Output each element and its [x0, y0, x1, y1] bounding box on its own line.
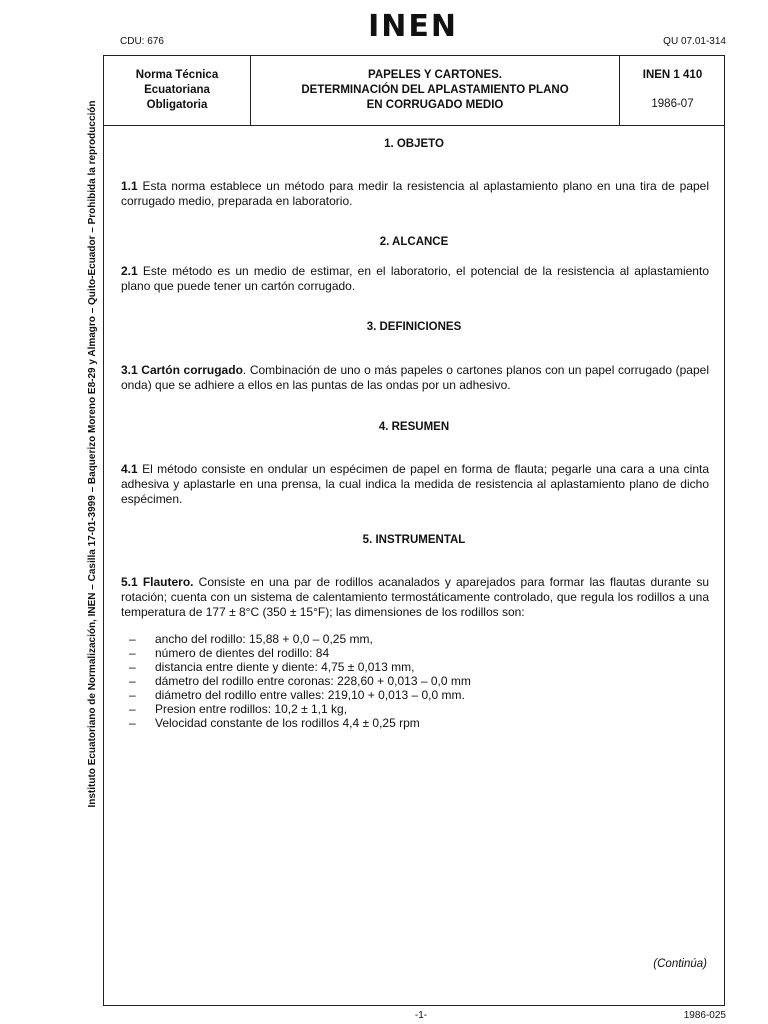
page-number: -1- [414, 1010, 428, 1021]
list-item [121, 632, 471, 646]
list-dash: – [129, 688, 136, 702]
section-heading-objeto: 1. OBJETO [384, 138, 444, 150]
roller-dimensions-list [121, 632, 471, 730]
norm-date: 1986-07 [651, 98, 694, 110]
paragraph-resumen [121, 462, 709, 507]
norm-type-line: Ecuatoriana [144, 84, 210, 96]
document-frame [103, 55, 725, 1006]
section-heading-resumen: 4. RESUMEN [378, 421, 450, 433]
document-title-line: DETERMINACIÓN DEL APLASTAMIENTO PLANO [301, 84, 569, 96]
paragraph-alcance [121, 264, 709, 294]
norm-type-cell [104, 56, 250, 125]
clause-number: 4.1 [121, 462, 138, 476]
list-dash: – [129, 716, 136, 730]
document-code: QU 07.01-314 [663, 36, 726, 47]
cdu-label: CDU: 676 [120, 36, 164, 47]
clause-number: 3.1 Cartón corrugado [121, 363, 243, 377]
section-heading-instrumental: 5. INSTRUMENTAL [362, 534, 466, 546]
norm-number-cell [620, 56, 725, 125]
clause-text: . Combinación de uno o más papeles o cartones planos con un papel corrugado (papel onda) que se adhiere a ellos en las puntas de las ondas por un adhesivo. [121, 363, 709, 392]
clause-number: 5.1 Flautero. [121, 575, 194, 589]
list-item-text: diámetro del rodillo entre valles: 219,10 + 0,013 – 0,0 mm. [155, 688, 465, 702]
list-item [121, 674, 471, 688]
continues-note: (Continúa) [653, 958, 707, 970]
list-dash: – [129, 702, 136, 716]
list-item-text: ancho del rodillo: 15,88 + 0,0 – 0,25 mm, [155, 632, 373, 646]
list-item [121, 660, 471, 674]
section-heading-definiciones: 3. DEFINICIONES [366, 321, 462, 333]
paragraph-objeto [121, 179, 709, 209]
document-title-line: PAPELES Y CARTONES. [368, 69, 502, 81]
norm-number: INEN 1 410 [642, 69, 703, 81]
list-item-text: Velocidad constante de los rodillos 4,4 ± 0,25 rpm [155, 716, 420, 730]
document-title-cell [251, 56, 619, 125]
title-divider [104, 125, 724, 126]
paragraph-definiciones [121, 363, 709, 393]
paragraph-instrumental [121, 575, 709, 620]
clause-text: Consiste en una par de rodillos acanalados y aparejados para formar las flautas durante su rotación; cuenta con un sistema de calentamiento termostáticamente controlado, que regula los rodillos a una temperatura de 177 ± 8°C (350 ± 15°F); las dimensiones de los rodillos son: [121, 575, 710, 619]
list-dash: – [129, 646, 136, 660]
list-item-text: distancia entre diente y diente: 4,75 ± 0,013 mm, [155, 660, 415, 674]
clause-number: 1.1 [121, 179, 138, 193]
list-dash: – [129, 674, 136, 688]
list-dash: – [129, 632, 136, 646]
side-institution-text: Instituto Ecuatoriano de Normalización, INEN – Casilla 17-01-3999 – Baquerizo Moreno E8-29 y Almagro – Quito-Ecuador – Prohibida la reproducción [87, 100, 98, 808]
list-item-text: dámetro del rodillo entre coronas: 228,60 + 0,013 – 0,0 mm [155, 674, 471, 688]
norm-type-line: Obligatoria [146, 99, 208, 111]
inen-logo: INEN [368, 9, 458, 44]
list-item [121, 702, 471, 716]
list-item-text: número de dientes del rodillo: 84 [155, 646, 330, 660]
document-title-line: EN CORRUGADO MEDIO [366, 99, 504, 111]
clause-text: Este método es un medio de estimar, en el laboratorio, el potencial de la resistencia al aplastamiento plano que puede tener un cartón corrugado. [121, 264, 709, 293]
list-item [121, 646, 471, 660]
section-heading-alcance: 2. ALCANCE [379, 236, 449, 248]
list-item-text: Presion entre rodillos: 10,2 ± 1,1 kg, [155, 702, 348, 716]
list-item [121, 716, 471, 730]
list-dash: – [129, 660, 136, 674]
norm-type-line: Norma Técnica [135, 69, 219, 81]
clause-text: Esta norma establece un método para medir la resistencia al aplastamiento plano en una tira de papel corrugado medio, preparada en laboratorio. [121, 179, 709, 208]
footer-code: 1986-025 [683, 1010, 726, 1021]
clause-text: El método consiste en ondular un espécimen de papel en forma de flauta; pegarle una cara a una cinta adhesiva y aplastarle en una prensa, la cual indica la medida de resistencia al aplastamiento plano de dicho espécimen. [121, 462, 709, 506]
list-item [121, 688, 471, 702]
clause-number: 2.1 [121, 264, 138, 278]
